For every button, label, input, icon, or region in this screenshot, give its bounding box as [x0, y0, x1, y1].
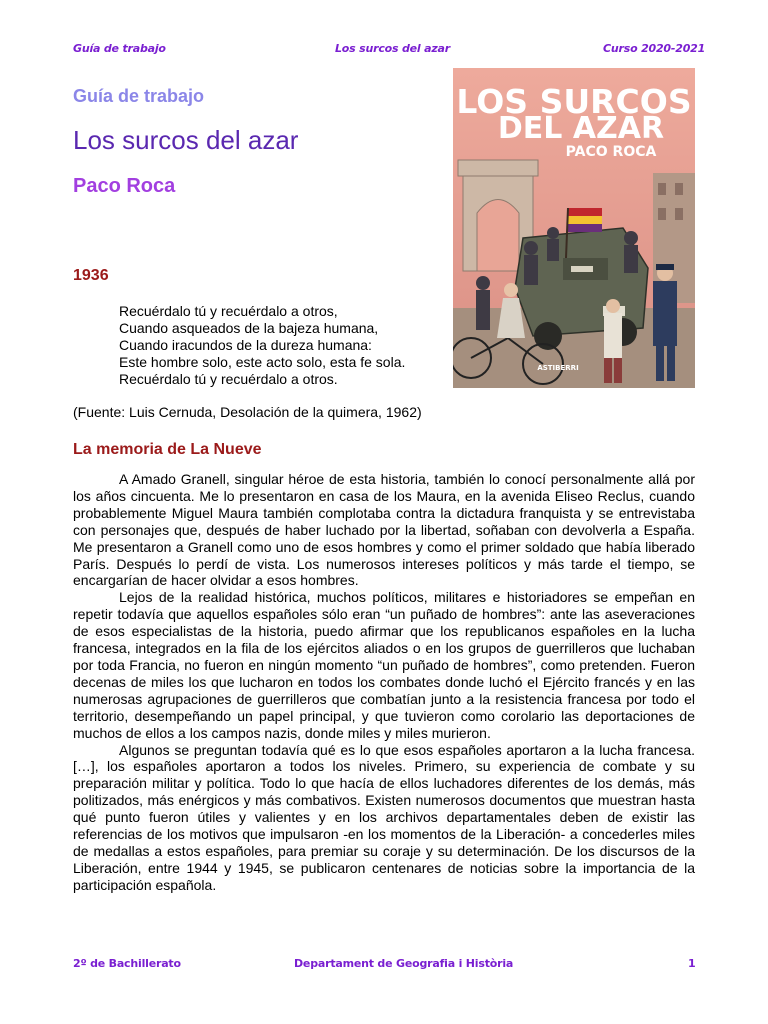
section-heading-1936: 1936 [73, 267, 109, 284]
paragraph: Lejos de la realidad histórica, muchos políticos, militares e historiadores se empeñan en repetir todavía que aquellos españoles sólo eran “un puñado de hombres”: ante las aseveraciones de esos especialistas de la historia, puedo afirmar que los republicanos españoles en la lucha francesa, integrados en la fila de los ejércitos aliados o en los grupos de guerrilleros que luchaban por toda Francia, no fueron en ningún momento “un puñado de hombres”, como pretenden. Fueron decenas de miles los que lucharon en todos los combates donde luchó el Ejército francés y en las numerosas agrupaciones de guerrilleros que combatían junto a la resistencia francesa por todo el territorio, desempeñando un papel principal, y que tuvieron como corolario las deportaciones de muchos de ellos a los campos nazis, donde miles y miles murieron. [73, 589, 695, 741]
paragraph: A Amado Granell, singular héroe de esta historia, también lo conocí personalmente allá por los años cincuenta. Me lo presentaron en casa de los Maura, en la avenida Eliseo Reclus, cuando probablemente Miguel Maura también complotaba contra la dictadura franquista y se entrevistaba con personajes que, después de haber luchado por la libertad, soñaban con devolverla a España. Me presentaron a Granell como uno de esos hombres y como el primer soldado que había liberado París. Después lo perdí de vista. Los numerosos intereses políticos y más tarde el tiempo, se encargarían de hacer olvidar a esos hombres. [73, 471, 695, 589]
section-heading-la-nueve: La memoria de La Nueve [73, 441, 262, 458]
cover-title-line2: DEL AZAR [497, 111, 665, 146]
poem-line: Este hombre solo, este acto solo, esta fe sola. [119, 354, 406, 370]
footer-center: Departament de Geografia i Història [294, 957, 514, 970]
footer-left: 2º de Bachillerato [73, 957, 181, 970]
page-number: 1 [688, 957, 696, 970]
doc-author: Paco Roca [73, 175, 176, 197]
cover-publisher: ASTIBERRI [537, 364, 579, 372]
book-cover-image [453, 68, 695, 388]
paragraph: Algunos se preguntan todavía qué es lo que esos españoles aportaron a la lucha francesa. […], los españoles aportaron a todos los niveles. Primero, su experiencia de combate y su preparación militar y política. Todo lo que hacía de ellos luchadores diferentes de los demás, más politizados, más enérgicos y más combativos. Existen numerosos documentos que muestran hasta qué punto fueron útiles y valientes y en los archivos departamentales deben de existir las referencias de los motivos que impulsaron -en los momentos de la Liberación- a concederles miles de medallas a estos españoles, para premiar su coraje y su determinación. De los discursos de la Liberación, entre 1944 y 1945, se publicaron centenares de noticias sobre la importancia de la participación española. [73, 741, 695, 893]
poem-line: Cuando iracundos de la dureza humana: [119, 337, 372, 353]
cover-title-line1: LOS SURCOS [456, 82, 692, 121]
doc-subtitle: Guía de trabajo [73, 86, 205, 106]
header-left: Guía de trabajo [73, 42, 166, 55]
poem-source: (Fuente: Luis Cernuda, Desolación de la quimera, 1962) [73, 404, 422, 420]
header-right: Curso 2020-2021 [603, 42, 706, 55]
poem-line: Recuérdalo tú y recuérdalo a otros, [119, 303, 338, 319]
body-text [73, 471, 695, 894]
header-center: Los surcos del azar [335, 42, 451, 55]
doc-title: Los surcos del azar [73, 125, 299, 155]
poem-line: Recuérdalo tú y recuérdalo a otros. [119, 371, 338, 387]
cover-author: PACO ROCA [565, 144, 657, 160]
poem-block [119, 303, 405, 388]
poem-line: Cuando asqueados de la bajeza humana, [119, 320, 379, 336]
